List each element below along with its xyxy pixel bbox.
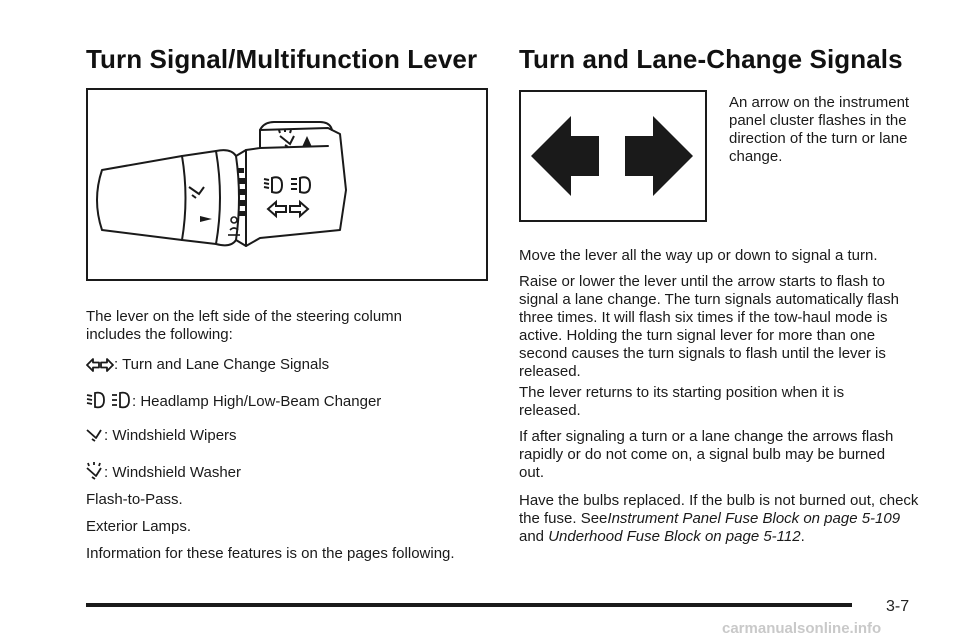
lever-headlamp-symbols-icon (264, 177, 310, 192)
flash-to-pass: Flash-to-Pass. (86, 491, 183, 508)
lever-pointer-icon (200, 216, 212, 222)
lever-wiper-symbol-icon (189, 187, 204, 198)
multifunction-lever-illustration (86, 88, 488, 281)
page-number: 3-7 (886, 598, 910, 615)
headlamp-beam-icon (86, 391, 132, 409)
lane-change-paragraph: Raise or lower the lever until the arrow starts to flash to signal a lane change. The turn signals automatically flash three times. It will flash six times if the tow-haul mode is active. Holding the turn signal lever for more than one second causes the turn signals to flash until the lever is released. (519, 273, 899, 380)
lever-intro: The lever on the left side of the steering column includes the following: (86, 308, 403, 343)
watermark: carmanualsonline.info (722, 620, 882, 637)
feature-turn-signals-label: : Turn and Lane Change Signals (114, 356, 330, 373)
turn-signal-arrows-icon (86, 358, 114, 372)
exterior-lamps: Exterior Lamps. (86, 518, 192, 535)
feature-headlamp (86, 391, 381, 411)
feature-washer (86, 462, 241, 482)
fuse-paragraph-and: and (519, 528, 545, 545)
right-heading: Turn and Lane-Change Signals (519, 44, 903, 74)
feature-headlamp-label: : Headlamp High/Low-Beam Changer (132, 393, 382, 410)
bulb-burned-out-paragraph: If after signaling a turn or a lane change the arrows flash rapidly or do not come on, a signal bulb may be burned out. (519, 428, 894, 481)
footer-rule (86, 603, 852, 607)
windshield-washer-icon (86, 462, 104, 480)
fuse-paragraph-end: . (800, 528, 805, 545)
underhood-fuse-link[interactable]: Underhood Fuse Block on page 5-112 (548, 528, 801, 545)
lever-triangle-icon (302, 136, 312, 147)
instrument-panel-fuse-link[interactable]: Instrument Panel Fuse Block on page 5-109 (607, 510, 901, 527)
left-arrow-icon (531, 116, 599, 196)
feature-wipers (86, 427, 237, 445)
lever-drawing (88, 90, 486, 279)
lever-washer-symbol-icon (279, 129, 294, 147)
signal-turn-paragraph: Move the lever all the way up or down to signal a turn. (519, 247, 878, 264)
lever-returns-paragraph: The lever returns to its starting position when it is released. (519, 384, 845, 419)
right-arrow-icon (625, 116, 693, 196)
fuse-paragraph (519, 492, 919, 546)
fuse-paragraph-lead: Have the bulbs replaced. If the bulb is not burned out, check the fuse. See (519, 492, 919, 527)
features-info: Information for these features is on the pages following. (86, 545, 455, 562)
feature-turn-signals (86, 356, 329, 374)
turn-arrows-drawing (521, 92, 705, 220)
turn-arrows-illustration (519, 90, 707, 222)
lever-turn-arrows-icon (268, 202, 308, 216)
feature-wipers-label: : Windshield Wipers (104, 427, 237, 444)
left-heading: Turn Signal/Multifunction Lever (86, 44, 478, 74)
feature-washer-label: : Windshield Washer (104, 464, 241, 481)
windshield-wiper-icon (86, 427, 104, 443)
arrow-caption: An arrow on the instrument panel cluster flashes in the direction of the turn or lane change. (729, 94, 910, 165)
